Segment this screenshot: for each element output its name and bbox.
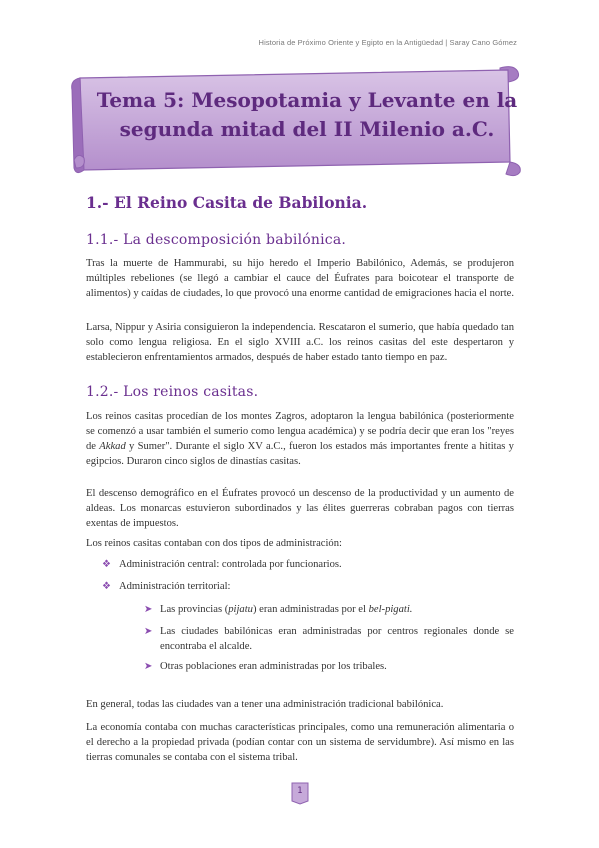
paragraph: En general, todas las ciudades van a tener una administración tradicional babilónica. [86, 699, 444, 710]
subsection-heading-1-1: 1.1.- La descomposición babilónica. [86, 232, 347, 248]
page-number-badge [289, 781, 311, 805]
diamond-bullet-icon: ❖ [102, 559, 111, 570]
sub-list-item: ➤ Las ciudades babilónicas eran administradas por centros regionales donde se encontraba el alcalde. [144, 626, 514, 652]
title-line-2: segunda mitad del II Milenio a.C. [119, 117, 495, 141]
running-header: Historia de Próximo Oriente y Egipto en la Antigüedad | Saray Cano Gómez [258, 38, 517, 47]
arrow-bullet-icon: ➤ [144, 661, 153, 672]
paragraph: Larsa, Nippur y Asiria consiguieron la independencia. Rescataron el sumerio, que había quedado tan solo como lengua religiosa. En el siglo XVIII a.C. los reinos casitas del este despertaron y establecieron enfrentamientos armados, después de haber estado tanto tiempo en paz. [86, 322, 514, 363]
arrow-bullet-icon: ➤ [144, 626, 153, 637]
sub-list-item: ➤ Otras poblaciones eran administradas por los tribales. [144, 661, 387, 672]
paragraph: El descenso demográfico en el Éufrates provocó un descenso de la productividad y un aumento de aldeas. Los monarcas estuvieron subordinados y las élites guerreras cobraban pagos con tierras exentas de impuestos. [86, 488, 514, 529]
document-title [92, 86, 522, 144]
list-item: ❖ Administración territorial: [102, 581, 231, 592]
sub-list-item: ➤ Las provincias (pijatu) eran administradas por el bel-pigati. [144, 604, 413, 615]
subsection-heading-1-2: 1.2.- Los reinos casitas. [86, 384, 259, 400]
paragraph: La economía contaba con muchas características principales, como una remuneración alimentaria o el derecho a la propiedad privada (podían contar con un sistema de servidumbre). Así mismo en las tierras comunales se contaba con el sistema tribal. [86, 722, 514, 763]
paragraph: Los reinos casitas contaban con dos tipos de administración: [86, 538, 342, 549]
paragraph: Los reinos casitas procedían de los montes Zagros, adoptaron la lengua babilónica (posteriormente se comenzó a usar también el sumerio como lengua académica) y se podría decir que eran los "reyes de Akkad y Sumer". Durante el siglo XV a.C., fueron los estados más importantes frente a hititas y egipcios. Duraron cinco siglos de dinastías casitas. [86, 411, 514, 467]
diamond-bullet-icon: ❖ [102, 581, 111, 592]
list-item: ❖ Administración central: controlada por funcionarios. [102, 559, 342, 570]
section-heading: 1.- El Reino Casita de Babilonia. [86, 193, 368, 212]
page-number: 1 [297, 786, 303, 796]
title-line-1: Tema 5: Mesopotamia y Levante en la [96, 88, 518, 112]
paragraph: Tras la muerte de Hammurabi, su hijo heredo el Imperio Babilónico, Además, se produjeron múltiples rebeliones (se llegó a cambiar el cauce del Éufrates para boicotear el transporte de alimentos) y caídas de ciudades, lo que provocó una enorme cantidad de emigraciones hacia el norte. [86, 258, 514, 299]
arrow-bullet-icon: ➤ [144, 604, 153, 615]
